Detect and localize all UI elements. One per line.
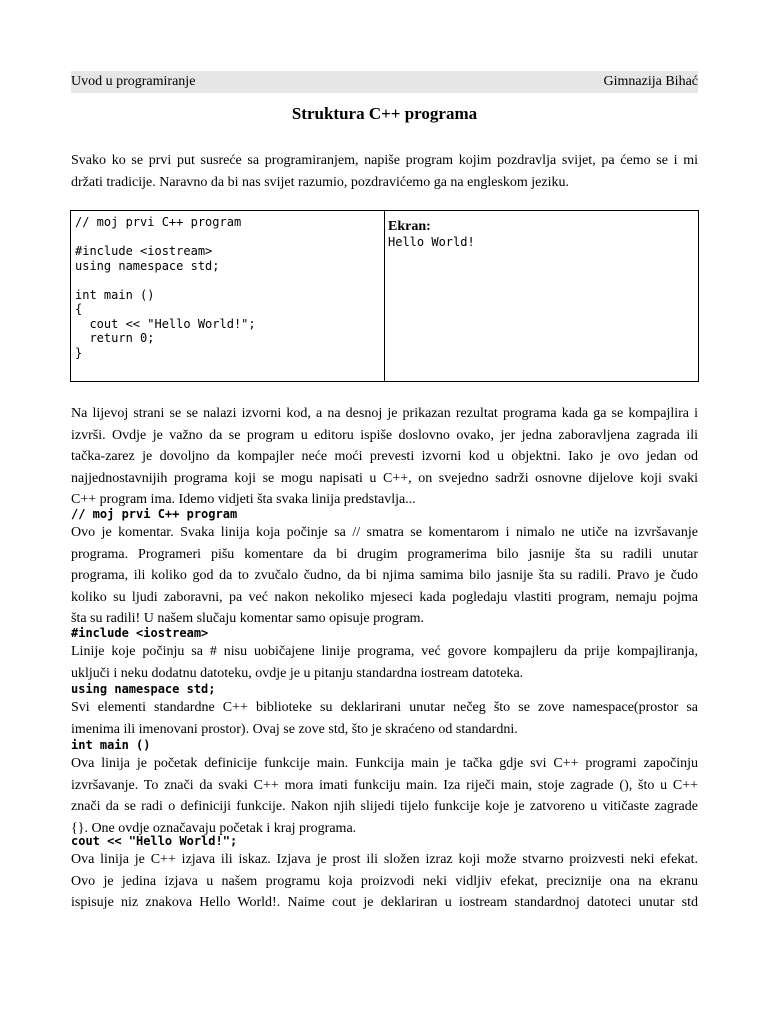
code-heading-comment: // moj prvi C++ program (71, 507, 238, 521)
text-line: imenima ili imenovani prostor). Ovaj se zove std, što je skraćeno od standardni. (71, 721, 518, 737)
code-heading-namespace: using namespace std; (71, 682, 216, 696)
text-line: Na lijevoj strani se se nalazi izvorni kod, a na desnoj je prikazan rezultat programa kada ga se kompajlira i (71, 406, 698, 421)
text-line: šta su radili! U našem slučaju komentar samo opisuje program. (71, 611, 425, 626)
text-line: Ovo je komentar. Svaka linija koja počinje sa // smatra se komentarom i nimalo ne utiče na izvršavanje (71, 525, 698, 540)
explanation-paragraph (71, 403, 698, 511)
section-namespace-text (71, 697, 698, 740)
text-line: uključi i neku dodatnu datoteku, ovdje je u pitanju standardna iostream datoteka. (71, 665, 524, 681)
screen-output: Hello World! (388, 235, 475, 249)
text-line: tačka-zarez je dovoljno da kompajler neće moći prevesti izvorni kod u objektni. Iako je ovo jedan od (71, 449, 698, 464)
page-header (71, 71, 698, 93)
code-heading-main: int main () (71, 738, 151, 752)
section-comment-text (71, 522, 698, 630)
text-line: Ova linija je početak definicije funkcije main. Funkcija main je tačka gdje svi C++ programi započinju (71, 756, 698, 771)
section-main-text (71, 753, 698, 839)
code-heading-cout: cout << "Hello World!"; (71, 834, 238, 848)
screen-label: Ekran: (388, 219, 431, 234)
text-line: C++ program ima. Idemo vidjeti šta svaka linija predstavlja... (71, 492, 416, 507)
text-line: Svi elementi standardne C++ biblioteke su deklarirani unutar nečeg što se zove namespace(prostor sa (71, 700, 698, 715)
text-line: ispisuje niz znakova Hello World!. Naime cout je deklariran u iostream standardnoj datoteci unutar std (71, 895, 698, 910)
source-code: // moj prvi C++ program #include <iostream> using namespace std; int main () { cout << "Hello World!"; return 0; } (75, 215, 256, 360)
screen-output-cell (388, 218, 475, 249)
text-line: izvrši. Ovdje je važno da se program u editoru ispiše doslovno ovako, jer jedna zaboravljena zagrada ili (71, 427, 698, 443)
text-line: najjednostavnijih programa koji se mogu napisati u C++, on svejedno sadrži osnovne dijelove koji svaki (71, 470, 698, 486)
table-divider (384, 211, 385, 381)
text-line: Svako ko se prvi put susreće sa programiranjem, napiše program kojim pozdravlja svijet, pa ćemo se i mi (71, 153, 698, 168)
text-line: koliko su ljudi zaboravni, pa već nakon nekoliko mjeseci kada pogledaju vlastiti program, nemaju pojma (71, 589, 698, 605)
text-line: {}. One ovdje označavaju početak i kraj programa. (71, 820, 357, 836)
text-line: programa, ili koliko god da to zvučalo čudno, da bi njima samima bilo jasnije šta su radili. Pravo je čudo (71, 568, 698, 583)
text-line: držati tradicije. Naravno da bi nas svijet razumio, pozdravićemo ga na engleskom jeziku. (71, 174, 569, 190)
page-title: Struktura C++ programa (291, 104, 478, 123)
code-example-table (70, 210, 699, 382)
text-line: znači da se radi o definiciji funkcije. Nakon njih slijedi tijelo funkcije koje je zatvoreno u vitičaste zagrade (71, 799, 698, 814)
text-line: Linije koje počinju sa # nisu uobičajene linije programa, već govore kompajleru da prije kompajliranja, (71, 644, 698, 659)
header-course: Uvod u programiranje (71, 74, 196, 89)
text-line: izvršavanje. To znači da svaki C++ mora imati funkciju main. Iza riječi main, stoje zagrade (), što u C++ (71, 777, 698, 793)
text-line: Ovo je jedina izjava u našem programu koja proizvodi neki vidljiv efekat, preciznije ona na ekranu (71, 873, 698, 889)
code-heading-include: #include <iostream> (71, 626, 209, 640)
section-cout-text (71, 849, 698, 914)
text-line: Ova linija je C++ izjava ili iskaz. Izjava je prost ili složen izraz koji može stvarno proizvesti neki efekat. (71, 852, 698, 867)
section-include-text (71, 641, 698, 684)
intro-paragraph (71, 150, 698, 193)
header-school: Gimnazija Bihać (603, 74, 698, 89)
text-line: programa. Programeri pišu komentare da bi drugim programerima bilo jasnije šta su radili unutar (71, 546, 698, 562)
